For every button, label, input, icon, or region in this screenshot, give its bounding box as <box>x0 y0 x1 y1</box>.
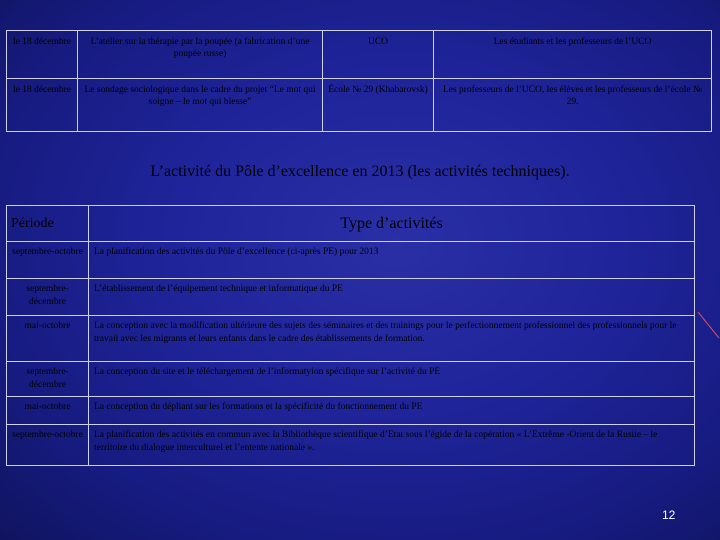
activity-description: La conception du site et le téléchargement de l’informatyion spécifique sur l’activité du PE <box>89 362 695 397</box>
table-row <box>7 242 695 279</box>
table-row <box>7 425 695 466</box>
table-header-row <box>7 206 695 242</box>
table-row <box>7 397 695 425</box>
event-date: le 18 décembre <box>7 79 78 132</box>
table-row <box>7 362 695 397</box>
table-row <box>7 279 695 316</box>
activity-period: mai-octobre <box>7 397 89 425</box>
activity-description: La conception du dépliant sur les formations et la spécificité du fonctionnement du PE <box>89 397 695 425</box>
activity-type-header: Type d’activités <box>89 206 695 242</box>
activity-period: septembre-octobre <box>7 425 89 466</box>
event-place: UCO <box>323 31 434 79</box>
activity-description: L’établissement de l’équipement technique et informatique du PE <box>89 279 695 316</box>
activities-table <box>6 205 695 466</box>
activity-period: septembre-décembre <box>7 362 89 397</box>
event-date: le 18 décembre <box>7 31 78 79</box>
activity-period: septembre-décembre <box>7 279 89 316</box>
activity-period: septembre-octobre <box>7 242 89 279</box>
table-row <box>7 79 712 132</box>
event-title: L’atelier sur la thérapie par la poupée (a fabrication d’une poupée russe) <box>78 31 323 79</box>
activity-description: La planification des activités du Pôle d’excellence (ci-après PE) pour 2013 <box>89 242 695 279</box>
period-header: Période <box>7 206 89 242</box>
activity-description: La conception avec la modification ultérieure des sujets des séminaires et des trainings pour le perfectionnement professionnel des professionnels pour le travail avec les migrants et leurs enfants dans le cadre des établissements de formation. <box>89 316 695 362</box>
event-participants: Les professeurs de l’UCO, les élèves et les professeurs de l’école № 29. <box>434 79 712 132</box>
section-title: L’activité du Pôle d’excellence en 2013 (les activités techniques). <box>150 163 570 180</box>
activity-description: La planification des activités en commun avec la Bibliothèque scientifique d’Etat sous l’égide de la copération « L’Extrême -Orient de la Rusiie – le territoire du dialogue interculturel et l’entente nationale ». <box>89 425 695 466</box>
table-row <box>7 316 695 362</box>
table-row <box>7 31 712 79</box>
page-number: 12 <box>662 508 676 522</box>
events-table <box>6 30 712 132</box>
event-participants: Les étudiants et les professeurs de l’UCO <box>434 31 712 79</box>
decorative-line <box>695 300 720 340</box>
event-title: Le sondage sociologique dans le cadre du projet “Le mot qui soigne – le mot qui blesse” <box>78 79 323 132</box>
activity-period: mai-octobre <box>7 316 89 362</box>
event-place: École № 29 (Khabarovsk) <box>323 79 434 132</box>
